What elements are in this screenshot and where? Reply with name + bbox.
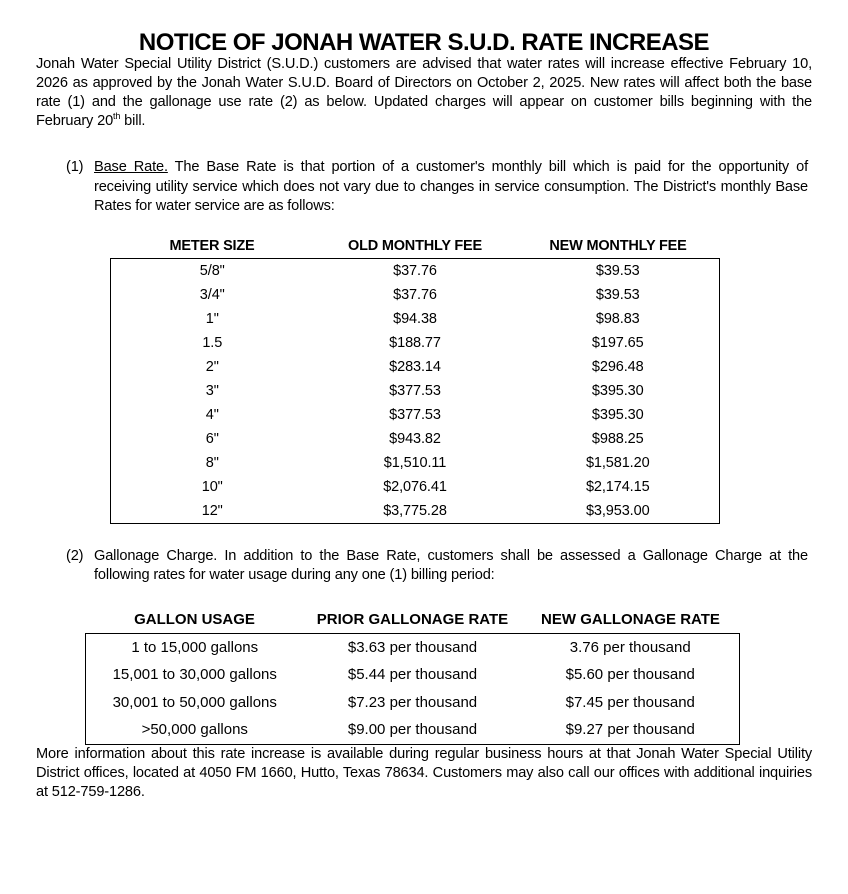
table-cell: $395.30 bbox=[591, 382, 644, 399]
table-row bbox=[111, 427, 720, 451]
ordinal-superscript: th bbox=[113, 111, 121, 122]
table-cell: 30,001 to 50,000 gallons bbox=[112, 693, 277, 711]
base-rate-table-body bbox=[111, 258, 720, 523]
section-base-rate-label: Base Rate. bbox=[94, 159, 168, 175]
table-cell: $3,953.00 bbox=[585, 502, 650, 519]
table-row bbox=[111, 355, 720, 379]
column-header-old-monthly-fee: OLD MONTHLY FEE bbox=[348, 237, 482, 254]
table-cell: $1,581.20 bbox=[585, 454, 650, 471]
table-cell: 3" bbox=[205, 382, 219, 399]
table-row bbox=[86, 661, 740, 689]
notice-document bbox=[0, 30, 848, 802]
table-row bbox=[111, 451, 720, 475]
table-cell: 8" bbox=[205, 454, 219, 471]
table-cell: 6" bbox=[205, 430, 219, 447]
table-cell: $2,076.41 bbox=[383, 478, 447, 495]
table-row bbox=[111, 475, 720, 499]
table-cell: 5/8" bbox=[199, 262, 225, 279]
footer-paragraph: More information about this rate increase is available during regular business hours at that Jonah Water Special Utility District offices, located at 4050 FM 1660, Hutto, Texas 78634. Customers may also call our offices with additional inquiries at 512-759-1286. bbox=[36, 745, 812, 800]
table-cell: $988.25 bbox=[591, 430, 644, 447]
base-rate-table-header bbox=[111, 238, 720, 259]
column-header-gallon-usage: GALLON USAGE bbox=[134, 610, 255, 628]
page-title: NOTICE OF JONAH WATER S.U.D. RATE INCREASE bbox=[138, 29, 710, 56]
table-cell: $188.77 bbox=[389, 334, 441, 351]
table-row bbox=[111, 499, 720, 524]
table-cell: $37.76 bbox=[393, 262, 437, 279]
section-gallonage-charge bbox=[66, 547, 812, 586]
table-cell: 3.76 per thousand bbox=[569, 638, 691, 656]
table-cell: 15,001 to 30,000 gallons bbox=[112, 666, 277, 684]
table-cell: 2" bbox=[205, 358, 219, 375]
table-cell: 4" bbox=[205, 406, 219, 423]
table-cell: 1" bbox=[205, 310, 219, 327]
table-cell: $5.60 per thousand bbox=[565, 666, 695, 684]
section-base-rate bbox=[66, 158, 812, 217]
table-row bbox=[111, 379, 720, 403]
base-rate-table bbox=[110, 238, 720, 524]
table-cell: $3.63 per thousand bbox=[347, 638, 478, 656]
table-row bbox=[86, 716, 740, 744]
table-cell: $296.48 bbox=[591, 358, 644, 375]
table-header-row bbox=[111, 238, 720, 259]
table-cell: $9.00 per thousand bbox=[347, 721, 478, 739]
table-cell: $7.45 per thousand bbox=[565, 693, 695, 711]
section-number: (2) bbox=[66, 547, 84, 564]
table-header-row bbox=[86, 611, 740, 634]
table-cell: >50,000 gallons bbox=[141, 721, 248, 739]
table-cell: $39.53 bbox=[595, 286, 640, 303]
table-cell: $395.30 bbox=[591, 406, 644, 423]
table-cell: 1 to 15,000 gallons bbox=[131, 638, 259, 656]
gallonage-table-body bbox=[86, 633, 740, 744]
section-gallonage-charge-text bbox=[94, 547, 812, 586]
table-cell: $1,510.11 bbox=[383, 454, 447, 471]
table-cell: $377.53 bbox=[389, 406, 441, 423]
gallonage-table bbox=[85, 611, 740, 745]
table-cell: 10" bbox=[201, 478, 223, 495]
table-cell: 3/4" bbox=[199, 286, 225, 303]
table-cell: 1.5 bbox=[202, 334, 223, 351]
table-cell: $94.38 bbox=[393, 310, 437, 327]
table-row bbox=[111, 283, 720, 307]
section-base-rate-text bbox=[94, 158, 812, 217]
intro-text-part2: bill. bbox=[120, 113, 146, 129]
table-row bbox=[111, 331, 720, 355]
table-cell: $2,174.15 bbox=[585, 478, 650, 495]
table-row bbox=[86, 633, 740, 661]
section-gallonage-charge-label: Gallonage Charge. bbox=[94, 547, 218, 564]
table-cell: $197.65 bbox=[591, 334, 644, 351]
table-cell: $283.14 bbox=[389, 358, 441, 375]
table-cell: $377.53 bbox=[389, 382, 441, 399]
section-gallonage-charge-body: In addition to the Base Rate, customers shall be assessed a Gallonage Charge at the following rates for water usage during any one (1) billing period: bbox=[94, 547, 808, 583]
table-cell: $3,775.28 bbox=[383, 502, 447, 519]
table-row bbox=[111, 403, 720, 427]
table-cell: $39.53 bbox=[595, 262, 640, 279]
table-cell: $9.27 per thousand bbox=[565, 721, 695, 739]
column-header-meter-size: METER SIZE bbox=[169, 237, 255, 254]
section-base-rate-body: The Base Rate is that portion of a customer's monthly bill which is paid for the opportunity of receiving utility service which does not vary due to changes in service consumption. The District's monthly Base Rates for water service are as follows: bbox=[94, 159, 809, 214]
intro-text-part1: Jonah Water Special Utility District (S.U.D.) customers are advised that water rates will increase effective February 10, 2026 as approved by the Jonah Water S.U.D. Board of Directors on October 2, 2025. New rates will affect both the base rate (1) and the gallonage use rate (2) as below. Updated charges will appear on customer bills beginning with the February 20 bbox=[36, 56, 812, 129]
gallonage-table-header bbox=[86, 611, 740, 634]
table-cell: $5.44 per thousand bbox=[347, 666, 478, 684]
column-header-new-gallonage-rate: NEW GALLONAGE RATE bbox=[541, 610, 720, 628]
intro-paragraph bbox=[36, 55, 812, 131]
table-row bbox=[111, 307, 720, 331]
column-header-prior-gallonage-rate: PRIOR GALLONAGE RATE bbox=[316, 610, 509, 628]
table-cell: $7.23 per thousand bbox=[347, 693, 478, 711]
table-cell: $98.83 bbox=[595, 310, 640, 327]
table-cell: $943.82 bbox=[389, 430, 441, 447]
table-cell: 12" bbox=[201, 502, 223, 519]
table-cell: $37.76 bbox=[393, 286, 437, 303]
column-header-new-monthly-fee: NEW MONTHLY FEE bbox=[549, 237, 687, 254]
table-row bbox=[111, 258, 720, 283]
section-number: (1) bbox=[66, 159, 84, 175]
table-row bbox=[86, 689, 740, 717]
